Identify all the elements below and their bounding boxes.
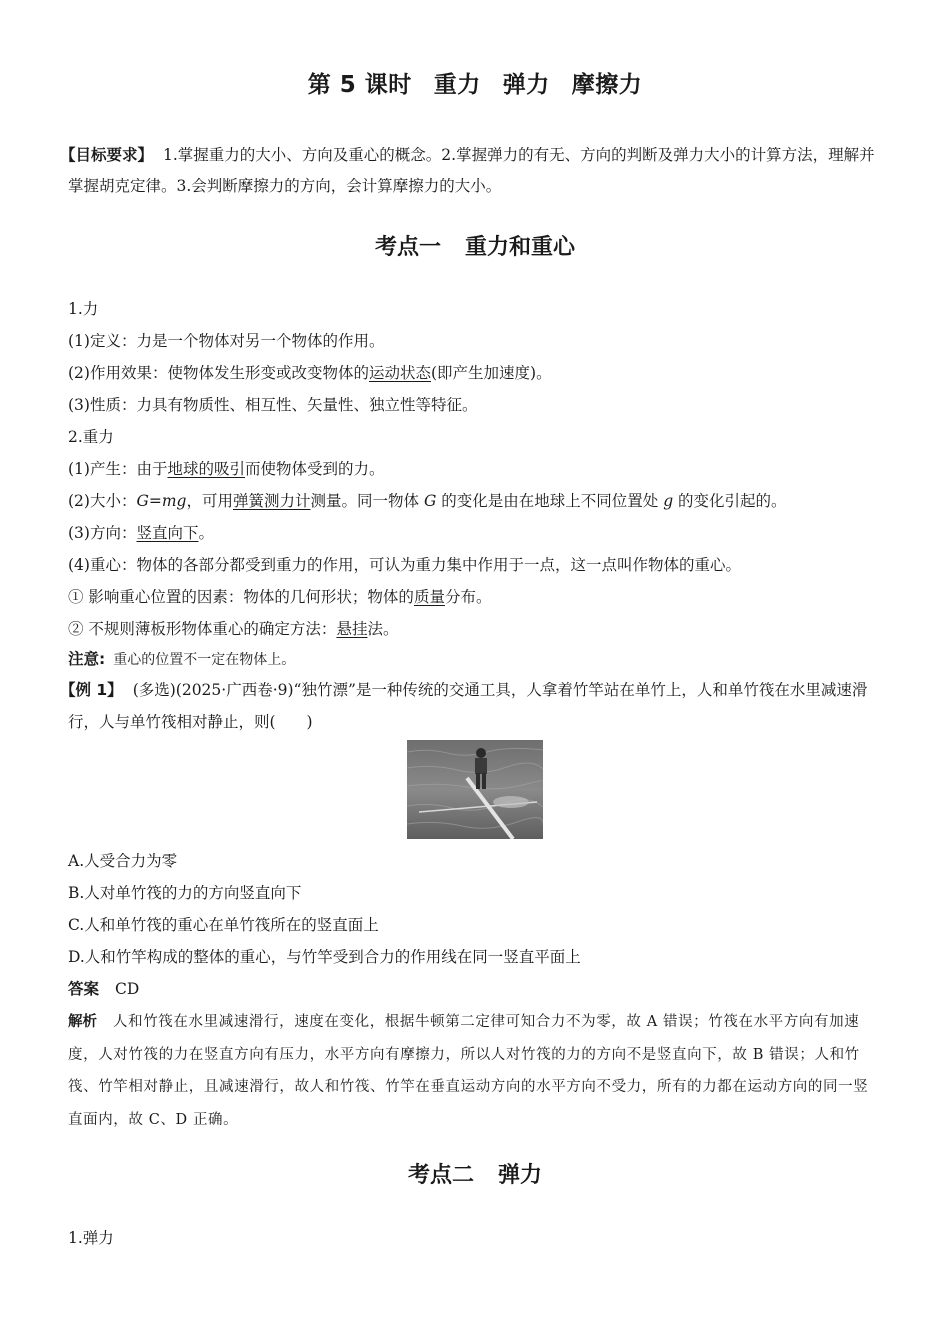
analysis-text: 人和竹筏在水里减速滑行，速度在变化，根据牛顿第二定律可知合力不为零，故 A 错误；竹筏在水平方向有加速度，人对竹筏的力在竖直方向有压力，水平方向有摩擦力，所以人对竹筏的力的方向不是竖直向下，故 B 错误；人和竹筏、竹竿相对静止，且减速滑行，故人和竹筏、竹竿在垂直运动方向的水平方向不受力，所有的力都在运动方向的同一竖直面内，故 C、D 正确。 bbox=[68, 1014, 869, 1128]
answer-line bbox=[68, 978, 139, 1000]
gravity-symbol-G: G bbox=[423, 492, 437, 510]
example-1-label: 【例 1】 bbox=[60, 681, 123, 699]
cog-method bbox=[68, 618, 398, 640]
gravity-heading: 2.重力 bbox=[68, 428, 114, 446]
cog-factor-tail: 分布。 bbox=[444, 588, 492, 606]
gravity-size-tail: 的变化引起的。 bbox=[673, 492, 787, 510]
lesson-title bbox=[0, 66, 950, 99]
section-2-name: 弹力 bbox=[498, 1163, 543, 1188]
section-2-label: 考点二 bbox=[407, 1163, 474, 1188]
option-c: C.人和单竹筏的重心在单竹筏所在的竖直面上 bbox=[68, 916, 379, 934]
gravity-direction-key: 竖直向下 bbox=[136, 524, 199, 542]
force-nature: (3)性质：力具有物质性、相互性、矢量性、独立性等特征。 bbox=[68, 396, 478, 414]
gravity-direction-tail: 。 bbox=[198, 524, 214, 542]
cog-factor bbox=[68, 586, 491, 608]
section-1-label: 考点一 bbox=[374, 235, 441, 260]
cog-factor-text: ① 影响重心位置的因素：物体的几何形状；物体的 bbox=[68, 588, 414, 606]
gravity-formula: G=mg bbox=[136, 492, 187, 510]
gravity-size-mid3: 的变化是由在地球上不同位置处 bbox=[436, 492, 664, 510]
cog-method-key: 悬挂 bbox=[336, 620, 368, 638]
gravity-size bbox=[68, 490, 787, 512]
analysis bbox=[68, 1006, 883, 1136]
section-heading-1 bbox=[0, 230, 950, 261]
goals-tag: 【目标要求】 bbox=[60, 146, 154, 164]
title-topic-friction: 摩擦力 bbox=[571, 72, 643, 98]
option-b: B.人对单竹筏的力的方向竖直向下 bbox=[68, 884, 302, 902]
example-1-question: (多选)(2025·广西卷·9)“独竹漂”是一种传统的交通工具，人拿着竹竿站在单竹上，人和单竹筏在水里减速滑行，人与单竹筏相对静止，则( ) bbox=[68, 681, 868, 731]
cog-method-text: ② 不规则薄板形物体重心的确定方法： bbox=[68, 620, 337, 638]
gravity-size-text: (2)大小： bbox=[68, 492, 137, 510]
gravity-origin-tail: 而使物体受到的力。 bbox=[244, 460, 385, 478]
center-of-gravity: (4)重心：物体的各部分都受到重力的作用，可认为重力集中作用于一点，这一点叫作物体的重心。 bbox=[68, 556, 741, 574]
option-a: A.人受合力为零 bbox=[68, 852, 178, 870]
answer-tag: 答案 bbox=[68, 980, 100, 998]
analysis-tag: 解析 bbox=[68, 1014, 97, 1030]
force-heading: 1.力 bbox=[68, 300, 99, 318]
section-1-name: 重力和重心 bbox=[465, 235, 576, 260]
force-definition: (1)定义：力是一个物体对另一个物体的作用。 bbox=[68, 332, 385, 350]
goals-text: 1.掌握重力的大小、方向及重心的概念。2.掌握弹力的有无、方向的判断及弹力大小的计算方法，理解并掌握胡克定律。3.会判断摩擦力的方向，会计算摩擦力的大小。 bbox=[68, 146, 875, 195]
force-effect-text: (2)作用效果：使物体发生形变或改变物体的 bbox=[68, 364, 369, 382]
learning-goals bbox=[60, 140, 883, 202]
section-heading-2 bbox=[0, 1158, 950, 1189]
gravity-size-mid1: ，可用 bbox=[186, 492, 233, 510]
bamboo-rafting-photo bbox=[407, 740, 543, 839]
elastic-heading: 1.弹力 bbox=[68, 1229, 114, 1247]
cog-factor-key: 质量 bbox=[413, 588, 445, 606]
note-text: 重心的位置不一定在物体上。 bbox=[113, 652, 296, 668]
gravity-note bbox=[68, 648, 295, 671]
gravity-symbol-g: g bbox=[663, 492, 674, 510]
answer-value: CD bbox=[115, 980, 140, 998]
gravity-origin-key: 地球的吸引 bbox=[167, 460, 245, 478]
gravity-size-key: 弹簧测力计 bbox=[232, 492, 311, 510]
lesson-number: 第 5 课时 bbox=[307, 72, 412, 98]
example-1-stem bbox=[60, 674, 883, 738]
force-effect bbox=[68, 362, 552, 384]
gravity-direction bbox=[68, 522, 214, 544]
gravity-direction-text: (3)方向： bbox=[68, 524, 137, 542]
gravity-size-mid2: 测量。同一物体 bbox=[310, 492, 424, 510]
title-topic-elastic: 弹力 bbox=[502, 72, 550, 98]
note-tag: 注意: bbox=[68, 650, 106, 668]
gravity-origin-text: (1)产生：由于 bbox=[68, 460, 168, 478]
option-d: D.人和竹竿构成的整体的重心，与竹竿受到合力的作用线在同一竖直平面上 bbox=[68, 948, 581, 966]
force-effect-tail: (即产生加速度)。 bbox=[430, 364, 552, 382]
gravity-origin bbox=[68, 458, 385, 480]
force-effect-key: 运动状态 bbox=[368, 364, 431, 382]
title-topic-gravity: 重力 bbox=[433, 72, 481, 98]
cog-method-tail: 法。 bbox=[367, 620, 399, 638]
